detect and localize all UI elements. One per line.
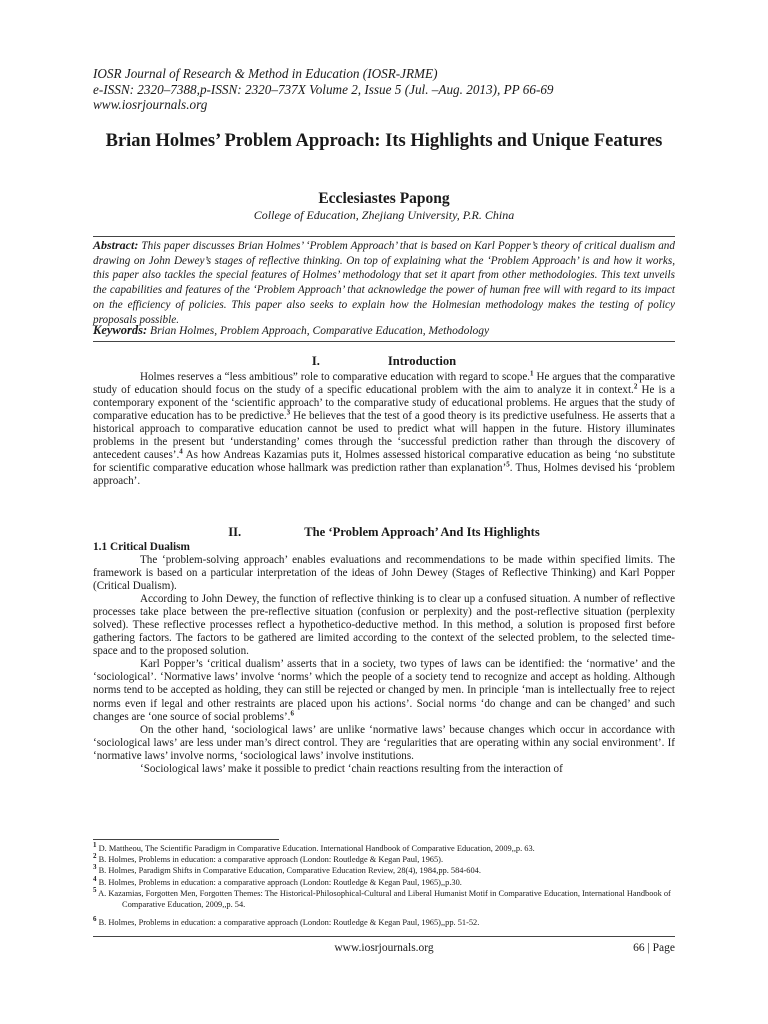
paragraph: Karl Popper’s ‘critical dualism’ asserts that in a society, two types of laws can be identified: the ‘normative’ and the ‘sociological’. ‘Normative laws’ involve ‘norms’ which the people of a society tend to recognize and accept as holding. Although norms tend to be accepted as holding, they can still be rejected or changed by men. In principle ‘man is intellectually free to reject norms even if legal and other restraints are placed upon his actions’. Social norms ‘do change and can be changed’ and such changes are ‘one source of social problems’.$^6$ — [93, 658, 675, 723]
footnote: $^1$ D. Mattheou, The Scientific Paradigm in Comparative Education. International Handbook of Comparative Education, 2009,,p. 63. — [93, 841, 535, 853]
author-name: Ecclesiastes Papong — [318, 190, 450, 207]
footer-website: www.iosrjournals.org — [334, 942, 434, 954]
subsection-heading: 1.1 Critical Dualism — [93, 541, 190, 553]
footnote: $^5$ A. Kazamias, Forgotten Men, Forgotten Themes: The Historical-Philosophical-Cultural and Liberal Humanist Motif in Comparative Education, International Handbook of Comparative Education, 2009,,p. 54. — [93, 886, 671, 910]
journal-issn: e-ISSN: 2320–7388,p-ISSN: 2320–737X Volume 2, Issue 5 (Jul. –Aug. 2013), PP 66-69 — [93, 81, 554, 97]
footnote: $^3$ B. Holmes, Paradigm Shifts in Comparative Education, Comparative Education Review, 28(4), 1984,pp. 584-604. — [93, 863, 481, 876]
section-number: I. — [311, 354, 320, 368]
abstract-label: Abstract: — [93, 238, 139, 252]
keywords — [93, 323, 675, 338]
paragraph: ‘Sociological laws’ make it possible to predict ‘chain reactions resulting from the interaction of — [140, 762, 563, 775]
footnote: $^2$ B. Holmes, Problems in education: a comparative approach (London: Routledge & Kegan Paul, 1965). — [93, 852, 444, 865]
section-heading-problem-approach — [93, 525, 675, 540]
footer-rule — [93, 936, 675, 937]
section-title: Introduction — [387, 354, 457, 368]
paragraph: Holmes reserves a “less ambitious” role to comparative education with regard to scope.$^1$ He argues that the comparative study of education should focus on the study of a specific educational problem with the aim to analyze it in context.$^2$ He is a contemporary exponent of the ‘scientific approach’ to the comparative study of educational problems. He argues that the study of comparative education has to be predictive.$^3$ He believes that the test of a good theory is its predictive usefulness. He asserts that a historical approach to comparative education cannot be used to predict what will happen in the future. History illuminates problems in the present but ‘understanding’ comes through the ‘successful prediction rather than through the discovery of antecedent causes’.$^4$ As how Andreas Kazamias puts it, Holmes assessed historical comparative education as being ‘no substitute for scientific comparative education whose hallmark was prediction rather than explanation’$^5$. Thus, Holmes devised his ‘problem approach’. — [93, 369, 675, 488]
section-heading-introduction — [93, 354, 675, 369]
problem-approach-body — [93, 554, 675, 776]
paragraph: According to John Dewey, the function of reflective thinking is to clear up a confused situation. A number of reflective processes take place between the pre-reflective situation (confusion or perplexity) and the post-reflective situation (perplexity solved). These reflective processes reflect a hypothetico-deductive method. In this method, a solution is proposed first before gathering factors. The factors to be gathered are limited according to the context of the selected problem, to the selected time-space and to the proposed solution. — [93, 593, 675, 658]
footnote: $^4$ B. Holmes, Problems in education: a comparative approach (London: Routledge & Kegan Paul, 1965),,p.30. — [93, 874, 462, 887]
footnote-ref: 6 — [290, 708, 294, 717]
paragraph: The ‘problem-solving approach’ enables evaluations and recommendations to be made within specified limits. The framework is based on a particular interpretation of the ideas of John Dewey (Stages of Reflective Thinking) and Karl Popper (Critical Dualism). — [93, 554, 675, 593]
abstract — [93, 238, 675, 327]
abstract-top-rule — [93, 236, 675, 237]
introduction-body — [93, 371, 675, 488]
footnote-ref: 3 — [286, 408, 291, 417]
section-number: II. — [228, 525, 242, 539]
abstract-text: This paper discusses Brian Holmes’ ‘Problem Approach’ that is based on Karl Popper’s theory of critical dualism and drawing on John Dewey’s stages of reflective thinking. On top of explaining what the ‘Problem Approach’ is and how it works, this paper also tackles the special features of Holmes’ methodology that set it apart from other methodologies. This text unveils the capabilities and features of the ‘Problem Approach’ that acknowledge the power of human free will with regard to its impact on the efficiency of policies. This paper also seeks to explain how the Holmesian methodology makes the testing of policy proposals possible. — [93, 240, 675, 326]
keywords-text: Brian Holmes, Problem Approach, Comparative Education, Methodology — [147, 325, 490, 337]
journal-name: IOSR Journal of Research & Method in Education (IOSR-JRME) — [93, 66, 438, 81]
journal-website: www.iosrjournals.org — [93, 97, 208, 112]
keywords-label: Keywords: — [93, 323, 148, 337]
section-title: The ‘Problem Approach’ And Its Highlights — [304, 525, 540, 539]
abstract-bottom-rule — [93, 341, 675, 342]
footnote-ref: 5 — [506, 460, 510, 469]
page-number: 66 | Page — [633, 942, 675, 954]
paragraph: On the other hand, ‘sociological laws’ are unlike ‘normative laws’ because changes which occur in accordance with ‘sociological laws’ are less under man’s direct control. They are ‘regularities that are operating within any social environment’. If ‘normative laws’ involve norms, ‘sociological laws’ involve institutions. — [93, 723, 675, 762]
author-affiliation: College of Education, Zhejiang University, P.R. China — [253, 208, 515, 222]
footnote: $^6$ B. Holmes, Problems in education: a comparative approach (London: Routledge & Kegan Paul, 1965),,pp. 51-52. — [93, 915, 480, 928]
footnote-ref: 1 — [530, 369, 534, 378]
paper-title: Brian Holmes’ Problem Approach: Its Highlights and Unique Features — [105, 131, 663, 151]
journal-header — [93, 66, 693, 113]
footnote-ref: 2 — [633, 382, 638, 391]
footnote-ref: 4 — [179, 447, 183, 456]
footnote-separator — [93, 839, 279, 840]
footnotes — [93, 843, 675, 928]
